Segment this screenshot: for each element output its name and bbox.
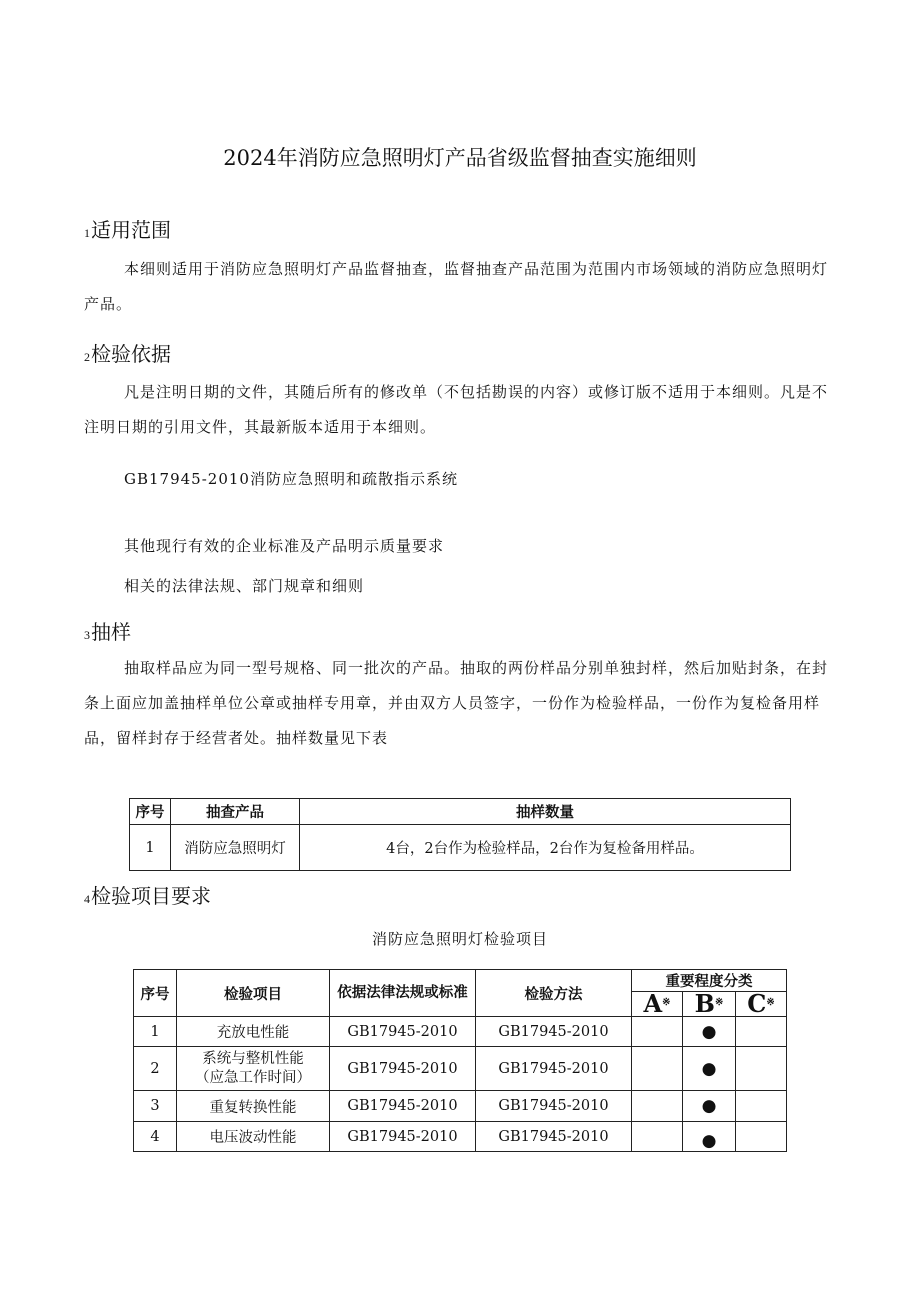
row-item: 系统与整机性能（应急工作时间） [177,1047,330,1091]
row-method: GB17945-2010 [476,1122,632,1152]
row-item: 电压波动性能 [177,1122,330,1152]
row-c [736,1122,787,1152]
row-a [632,1122,683,1152]
row-c [736,1091,787,1122]
sample-row-no: 1 [130,825,171,871]
section-3-title: 抽样 [91,620,131,644]
reference-laws: 相关的法律法规、部门规章和细则 [124,577,365,595]
sample-header-product: 抽查产品 [171,799,300,825]
row-method: GB17945-2010 [476,1017,632,1047]
section-3-paragraph: 抽取样品应为同一型号规格、同一批次的产品。抽取的两份样品分别单独封样，然后加贴封条，在封条上面应加盖抽样单位公章或抽样专用章，并由双方人员签字，一份作为检验样品，一份作为复检备用样品，留样封存于经营者处。抽样数量见下表 [84,659,829,747]
section-2-heading [84,338,171,367]
row-b: ● [683,1122,736,1152]
reference-enterprise: 其他现行有效的企业标准及产品明示质量要求 [124,537,445,555]
inspection-header-basis: 依据法律法规或标准 [330,970,476,1017]
inspection-header-item: 检验项目 [177,970,330,1017]
section-4-heading [84,880,211,909]
reference-standard: GB17945-2010消防应急照明和疏散指示系统 [124,470,458,488]
importance-c-star: ※ [766,997,775,1008]
importance-a-label: A [643,991,663,1017]
inspection-table-caption: 消防应急照明灯检验项目 [371,930,548,948]
section-1-title: 适用范围 [91,218,171,242]
importance-b-header [683,992,736,1017]
inspection-header-no: 序号 [134,970,177,1017]
sample-header-no: 序号 [130,799,171,825]
section-3-heading [84,616,131,645]
section-4-number: 4 [84,892,90,906]
importance-c-header [736,992,787,1017]
section-1-paragraph: 本细则适用于消防应急照明灯产品监督抽查，监督抽查产品范围为范围内市场领域的消防应急照明灯产品。 [84,260,829,313]
section-2-paragraph: 凡是注明日期的文件，其随后所有的修改单（不包括勘误的内容）或修订版不适用于本细则。凡是不注明日期的引用文件，其最新版本适用于本细则。 [84,383,829,436]
importance-c-label: C [747,991,767,1017]
table-row [134,1122,787,1152]
section-3-number: 3 [84,628,90,642]
row-b: ● [683,1017,736,1047]
row-basis: GB17945-2010 [330,1122,476,1152]
section-2-title: 检验依据 [91,342,171,366]
importance-b-label: B [694,991,715,1017]
table-row [134,1091,787,1122]
row-a [632,1017,683,1047]
row-basis: GB17945-2010 [330,1047,476,1091]
section-4-title: 检验项目要求 [91,884,211,908]
sample-header-qty: 抽样数量 [300,799,791,825]
section-1-number: 1 [84,226,90,240]
table-row [134,1047,787,1091]
row-basis: GB17945-2010 [330,1091,476,1122]
row-a [632,1091,683,1122]
row-method: GB17945-2010 [476,1047,632,1091]
row-no: 1 [134,1017,177,1047]
row-c [736,1047,787,1091]
inspection-table [133,969,787,1152]
inspection-header-importance: 重要程度分类 [632,970,787,992]
section-2-number: 2 [84,350,90,364]
importance-a-star: ※ [662,997,671,1008]
sample-row-qty: 4台，2台作为检验样品，2台作为复检备用样品。 [300,825,791,871]
sample-table [129,798,791,871]
page-title: 2024年消防应急照明灯产品省级监督抽查实施细则 [223,146,697,170]
row-b: ● [683,1047,736,1091]
row-basis: GB17945-2010 [330,1017,476,1047]
sample-row-product: 消防应急照明灯 [171,825,300,871]
row-item: 重复转换性能 [177,1091,330,1122]
row-no: 4 [134,1122,177,1152]
row-a [632,1047,683,1091]
inspection-header-method: 检验方法 [476,970,632,1017]
row-no: 2 [134,1047,177,1091]
section-1-heading [84,214,171,243]
row-no: 3 [134,1091,177,1122]
row-item: 充放电性能 [177,1017,330,1047]
row-b: ● [683,1091,736,1122]
table-row [134,1017,787,1047]
importance-a-header [632,992,683,1017]
row-method: GB17945-2010 [476,1091,632,1122]
row-c [736,1017,787,1047]
importance-b-star: ※ [714,997,724,1008]
